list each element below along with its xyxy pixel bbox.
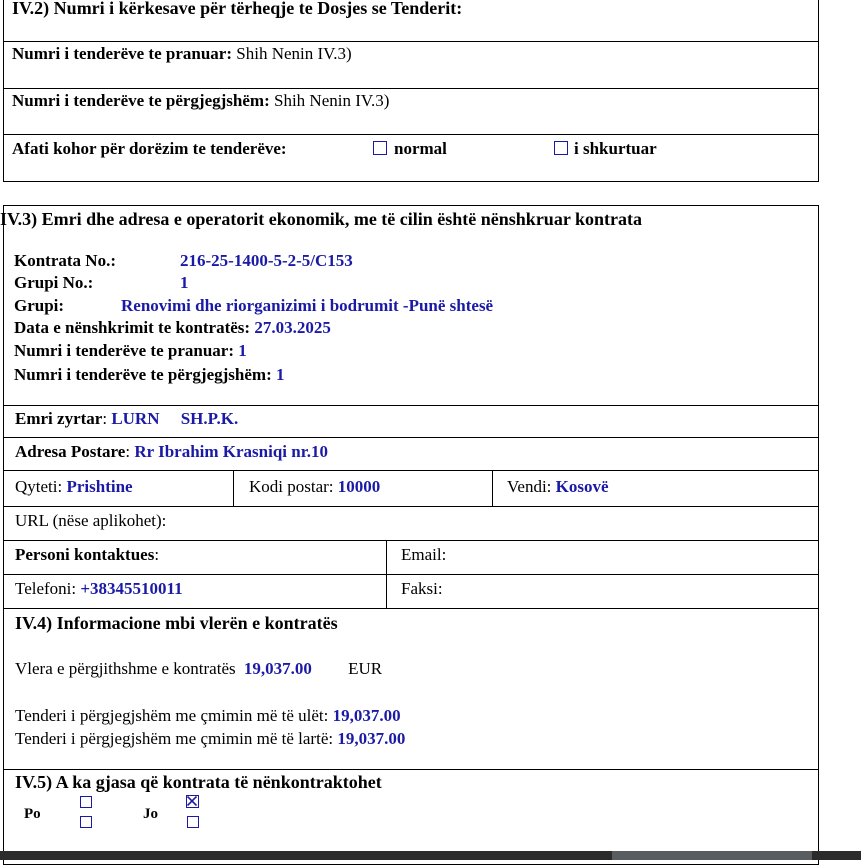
contract-no-value: 216-25-1400-5-2-5/C153 <box>180 251 353 270</box>
viewer-scroll-segment[interactable] <box>612 851 812 860</box>
city-value: Prishtine <box>66 477 133 496</box>
contact-label: Personi kontaktues <box>15 545 155 564</box>
yes-checkbox-top[interactable] <box>80 796 92 808</box>
tenders-received-label: Numri i tenderëve te pranuar: <box>12 44 233 63</box>
normal-checkbox[interactable] <box>373 141 387 155</box>
divider <box>3 134 819 135</box>
divider <box>386 540 387 608</box>
checkmark-x-icon <box>187 796 197 806</box>
tenders-received-row <box>12 44 352 64</box>
section-iv3-title: IV.3) Emri dhe adresa e operatorit ekonomik, me të cilin është nënshkruar kontrata <box>0 209 642 229</box>
short-checkbox[interactable] <box>554 141 568 155</box>
no-checkbox-checked[interactable] <box>186 795 199 808</box>
group-label: Grupi: <box>14 296 65 315</box>
tenders-received-value: Shih Nenin IV.3) <box>236 44 352 63</box>
postal-address-label: Adresa Postare <box>15 442 126 461</box>
divider <box>3 540 819 541</box>
url-label: URL (nëse aplikohet): <box>15 511 167 530</box>
divider <box>3 437 819 438</box>
signing-date-value: 27.03.2025 <box>254 318 331 337</box>
postcode-row <box>249 477 380 497</box>
official-name-row: Emri zyrtar: LURN SH.P.K. <box>15 409 239 428</box>
yes-label: Po <box>24 806 41 822</box>
highest-price-value: 19,037.00 <box>337 729 406 748</box>
country-value: Kosovë <box>555 477 609 496</box>
received-count-label: Numri i tenderëve te pranuar: <box>14 341 235 360</box>
no-checkbox-bottom[interactable] <box>187 816 199 828</box>
official-name-value: LURN SH.P.K. <box>111 409 239 428</box>
signing-date-label: Data e nënshkrimit te kontratës: <box>14 318 251 337</box>
divider <box>233 470 234 506</box>
group-no-label: Grupi No.: <box>14 273 94 292</box>
phone-label: Telefoni: <box>15 579 77 598</box>
contract-no-label: Kontrata No.: <box>14 251 116 270</box>
postcode-value: 10000 <box>337 477 381 496</box>
city-row <box>15 477 133 497</box>
section-iv5-title: IV.5) A ka gjasa që kontrata të nënkontraktohet <box>15 772 382 792</box>
divider <box>3 470 819 471</box>
official-name-label: Emri zyrtar <box>15 409 103 428</box>
lowest-price-label: Tenderi i përgjegjshëm me çmimin më të ulët: <box>15 706 329 725</box>
tenders-responsive-row <box>12 91 389 111</box>
email-label: Email: <box>401 545 447 564</box>
divider <box>3 769 819 770</box>
short-option-label: i shkurtuar <box>574 139 657 158</box>
divider <box>3 405 819 406</box>
received-count-row <box>14 341 247 361</box>
group-value: Renovimi dhe riorganizimi i bodrumit -Punë shtesë <box>121 296 494 315</box>
contract-total-label: Vlera e përgjithshme e kontratës <box>15 659 236 678</box>
tenders-responsive-label: Numri i tenderëve te përgjegjshëm: <box>12 91 270 110</box>
divider <box>3 608 819 609</box>
normal-option-label: normal <box>394 139 447 158</box>
signing-date-row <box>14 318 331 338</box>
fax-label: Faksi: <box>401 579 443 598</box>
tenders-responsive-value: Shih Nenin IV.3) <box>274 91 390 110</box>
divider <box>3 574 819 575</box>
responsive-count-row <box>14 365 285 385</box>
responsive-count-value: 1 <box>276 365 285 384</box>
phone-value: +38345510011 <box>80 579 183 598</box>
contact-row: Personi kontaktues: <box>15 545 160 564</box>
group-no-value: 1 <box>180 273 189 292</box>
yes-checkbox-bottom[interactable] <box>80 816 92 828</box>
phone-row <box>15 579 183 599</box>
country-row <box>507 477 609 497</box>
highest-price-label: Tenderi i përgjegjshëm me çmimin më të lartë: <box>15 729 334 748</box>
city-label: Qyteti: <box>15 477 63 496</box>
currency-label: EUR <box>348 659 383 678</box>
lowest-price-row <box>15 706 401 726</box>
no-label: Jo <box>143 806 158 822</box>
postal-address-value: Rr Ibrahim Krasniqi nr.10 <box>134 442 328 461</box>
contract-total-row <box>15 659 382 679</box>
highest-price-row <box>15 729 405 749</box>
contract-total-value: 19,037.00 <box>243 659 312 678</box>
lowest-price-value: 19,037.00 <box>332 706 401 725</box>
postal-address-row: Adresa Postare: Rr Ibrahim Krasniqi nr.10 <box>15 442 328 461</box>
postcode-label: Kodi postar: <box>249 477 334 496</box>
section-iv4-title: IV.4) Informacione mbi vlerën e kontratës <box>15 613 338 633</box>
divider <box>3 41 819 42</box>
deadline-label: Afati kohor për dorëzim te tenderëve: <box>12 139 287 158</box>
country-label: Vendi: <box>507 477 552 496</box>
received-count-value: 1 <box>238 341 247 360</box>
section-iv2-title: IV.2) Numri i kërkesave për tërheqje te Dosjes se Tenderit: <box>12 0 463 18</box>
responsive-count-label: Numri i tenderëve te përgjegjshëm: <box>14 365 272 384</box>
divider <box>3 506 819 507</box>
divider <box>3 88 819 89</box>
divider <box>492 470 493 506</box>
